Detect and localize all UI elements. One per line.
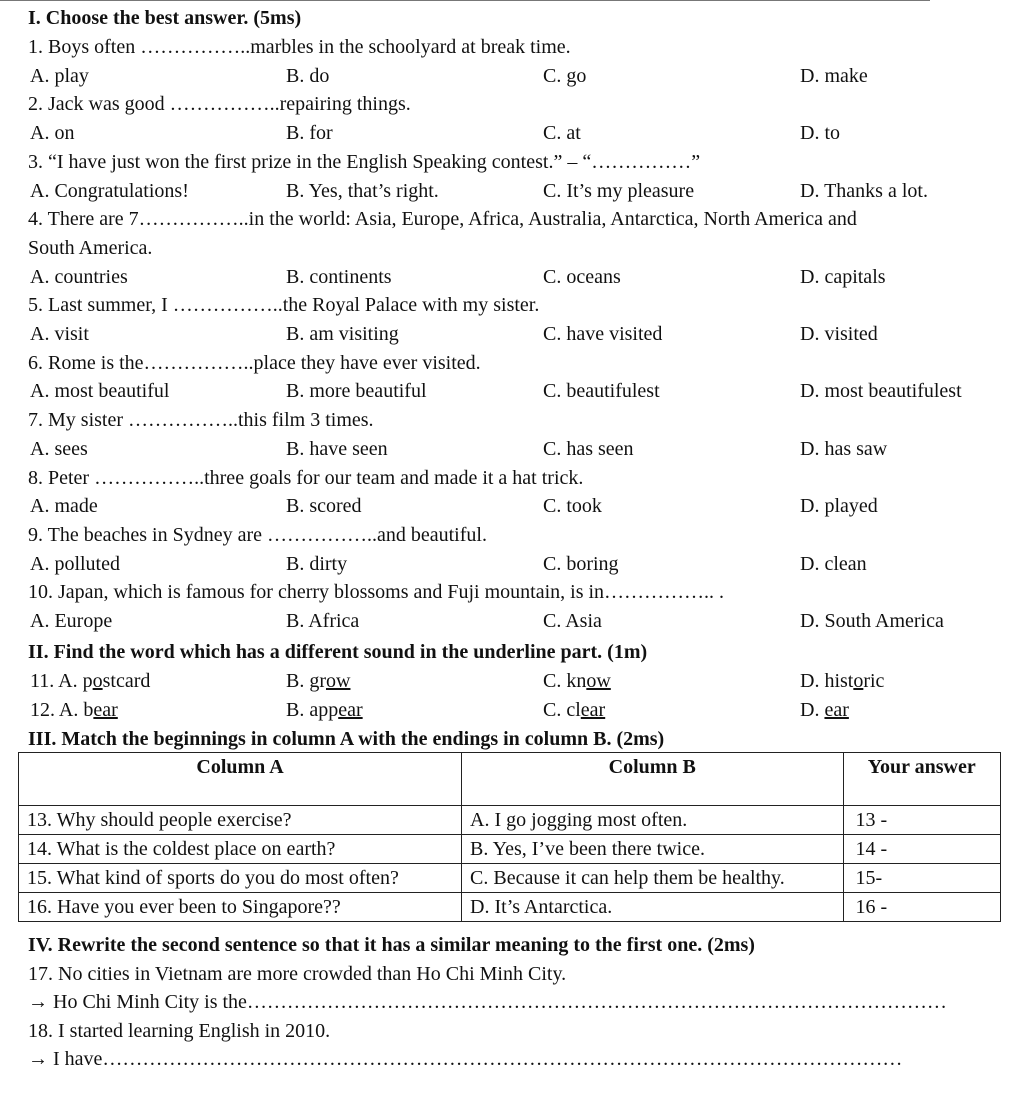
column-a-cell: 16. Have you ever been to Singapore?? <box>19 893 462 922</box>
question-9-option-a[interactable]: A. polluted <box>30 552 120 575</box>
column-b-cell: C. Because it can help them be healthy. <box>462 864 843 893</box>
rewrite-answer-18[interactable] <box>28 1047 902 1071</box>
question-2-option-c[interactable]: C. at <box>543 122 581 145</box>
word-prefix: C. kn <box>543 670 587 692</box>
word-suffix: ric <box>863 670 885 692</box>
answer-cell[interactable]: 13 - <box>843 806 1001 835</box>
question-5-option-d[interactable]: D. visited <box>800 323 878 345</box>
underlined-sound: ear <box>93 699 118 721</box>
section-4-heading: IV. Rewrite the second sentence so that it has a similar meaning to the first one. (2ms) <box>28 934 755 956</box>
answer-cell[interactable]: 15- <box>843 864 1001 893</box>
your-answer-header: Your answer <box>843 753 1001 806</box>
section-2-heading: II. Find the word which has a different sound in the underline part. (1m) <box>28 641 648 663</box>
question-3-option-c[interactable]: C. It’s my pleasure <box>543 179 695 202</box>
question-1: 1. Boys often ……………..marbles in the schoolyard at break time. <box>28 36 571 58</box>
underlined-sound: o <box>92 670 103 692</box>
word-prefix: B. gr <box>286 670 326 692</box>
question-2-option-d[interactable]: D. to <box>800 122 840 145</box>
column-b-header: Column B <box>462 753 843 806</box>
pronunciation-number: 11. <box>30 670 55 692</box>
column-b-cell: B. Yes, I’ve been there twice. <box>462 835 843 864</box>
question-4-option-a[interactable]: A. countries <box>30 265 128 288</box>
underlined-sound: ow <box>326 670 351 692</box>
table-row <box>19 893 1001 922</box>
underlined-sound: ear <box>580 699 606 721</box>
underlined-sound: ear <box>824 699 849 721</box>
arrow-icon: → <box>28 1048 48 1070</box>
question-7-option-a[interactable]: A. sees <box>30 437 88 460</box>
question-10-option-c[interactable]: C. Asia <box>543 610 602 632</box>
pronunciation-11-option-c[interactable] <box>543 669 611 693</box>
pronunciation-12-option-b[interactable] <box>286 698 363 722</box>
question-6-option-a[interactable]: A. most beautiful <box>30 380 170 403</box>
question-4-option-d[interactable]: D. capitals <box>800 265 886 288</box>
word-prefix: A. p <box>58 670 93 692</box>
pronunciation-11-option-b[interactable] <box>286 669 350 693</box>
question-9-option-d[interactable]: D. clean <box>800 552 867 575</box>
word-prefix: C. cl <box>543 699 581 721</box>
question-4-continued: South America. <box>28 236 153 259</box>
question-6: 6. Rome is the……………..place they have ever visited. <box>28 351 481 374</box>
pronunciation-11-option-a[interactable] <box>30 669 150 693</box>
word-prefix: B. app <box>286 699 339 721</box>
pronunciation-12-option-a[interactable] <box>30 698 118 722</box>
table-row <box>19 835 1001 864</box>
answer-cell[interactable]: 14 - <box>843 835 1001 864</box>
table-header-row <box>19 753 1001 806</box>
question-10-option-b[interactable]: B. Africa <box>286 610 360 632</box>
pronunciation-number: 12. <box>30 699 55 721</box>
question-4: 4. There are 7……………..in the world: Asia, Europe, Africa, Australia, Antarctica, North America and <box>28 208 857 231</box>
column-b-cell: D. It’s Antarctica. <box>462 893 843 922</box>
question-7-option-d[interactable]: D. has saw <box>800 437 888 460</box>
rewrite-answer-17[interactable] <box>28 990 947 1014</box>
table-row <box>19 806 1001 835</box>
question-4-option-b[interactable]: B. continents <box>286 265 392 288</box>
pronunciation-12-option-d[interactable] <box>800 698 849 722</box>
question-7: 7. My sister ……………..this film 3 times. <box>28 409 374 432</box>
section-1-heading: I. Choose the best answer. (5ms) <box>28 7 302 29</box>
underlined-sound: ow <box>586 670 611 692</box>
rewrite-sentence-17: 17. No cities in Vietnam are more crowded than Ho Chi Minh City. <box>28 963 567 985</box>
arrow-icon: → <box>28 991 48 1013</box>
question-3-option-a[interactable]: A. Congratulations! <box>30 179 189 202</box>
question-3-option-b[interactable]: B. Yes, that’s right. <box>286 179 439 202</box>
question-5-option-b[interactable]: B. am visiting <box>286 323 399 345</box>
question-10-option-a[interactable]: A. Europe <box>30 610 113 632</box>
column-b-cell: A. I go jogging most often. <box>462 806 843 835</box>
word-prefix: D. <box>800 699 825 721</box>
question-5-option-c[interactable]: C. have visited <box>543 323 663 345</box>
column-a-cell: 14. What is the coldest place on earth? <box>19 835 462 864</box>
question-1-option-b[interactable]: B. do <box>286 64 330 87</box>
column-a-cell: 13. Why should people exercise? <box>19 806 462 835</box>
question-5: 5. Last summer, I ……………..the Royal Palace with my sister. <box>28 294 540 317</box>
question-8-option-c[interactable]: C. took <box>543 495 602 518</box>
question-8-option-a[interactable]: A. made <box>30 495 98 518</box>
answer-cell[interactable]: 16 - <box>843 893 1001 922</box>
question-1-option-d[interactable]: D. make <box>800 64 868 87</box>
question-2-option-b[interactable]: B. for <box>286 122 333 145</box>
word-prefix: D. hist <box>800 670 854 692</box>
column-a-cell: 15. What kind of sports do you do most often? <box>19 864 462 893</box>
pronunciation-11-option-d[interactable] <box>800 669 884 693</box>
question-7-option-b[interactable]: B. have seen <box>286 437 388 460</box>
word-suffix: stcard <box>102 670 151 692</box>
question-10: 10. Japan, which is famous for cherry blossoms and Fuji mountain, is in…………….. . <box>28 581 725 604</box>
question-2: 2. Jack was good ……………..repairing things. <box>28 93 411 116</box>
question-9-option-c[interactable]: C. boring <box>543 552 619 575</box>
question-8: 8. Peter ……………..three goals for our team and made it a hat trick. <box>28 466 584 489</box>
column-a-header: Column A <box>19 753 462 806</box>
question-5-option-a[interactable]: A. visit <box>30 323 89 345</box>
question-6-option-b[interactable]: B. more beautiful <box>286 380 427 403</box>
pronunciation-12-option-c[interactable] <box>543 698 605 722</box>
top-border-line <box>0 0 930 4</box>
question-8-option-d[interactable]: D. played <box>800 495 878 518</box>
question-6-option-d[interactable]: D. most beautifulest <box>800 380 962 403</box>
question-4-option-c[interactable]: C. oceans <box>543 265 621 288</box>
question-2-option-a[interactable]: A. on <box>30 122 75 145</box>
underlined-sound: o <box>853 670 864 692</box>
question-9: 9. The beaches in Sydney are ……………..and beautiful. <box>28 523 487 546</box>
table-row <box>19 864 1001 893</box>
question-7-option-c[interactable]: C. has seen <box>543 437 634 460</box>
question-3: 3. “I have just won the first prize in the English Speaking contest.” – “……………” <box>28 150 701 173</box>
rewrite-answer-18-text: I have………………………………………………………………………………………………………… <box>53 1048 903 1070</box>
underlined-sound: ear <box>338 699 363 721</box>
question-6-option-c[interactable]: C. beautifulest <box>543 380 660 403</box>
question-3-option-d[interactable]: D. Thanks a lot. <box>800 179 928 202</box>
matching-table <box>18 752 1001 922</box>
question-1-option-a[interactable]: A. play <box>30 64 89 87</box>
question-1-option-c[interactable]: C. go <box>543 64 587 87</box>
rewrite-sentence-18: 18. I started learning English in 2010. <box>28 1020 331 1042</box>
question-10-option-d[interactable]: D. South America <box>800 610 944 632</box>
rewrite-answer-17-text: Ho Chi Minh City is the…………………………………………………………………………………………… <box>53 991 947 1013</box>
question-9-option-b[interactable]: B. dirty <box>286 552 348 575</box>
word-prefix: A. b <box>58 699 94 721</box>
section-3-heading: III. Match the beginnings in column A with the endings in column B. (2ms) <box>28 728 665 750</box>
question-8-option-b[interactable]: B. scored <box>286 495 362 518</box>
